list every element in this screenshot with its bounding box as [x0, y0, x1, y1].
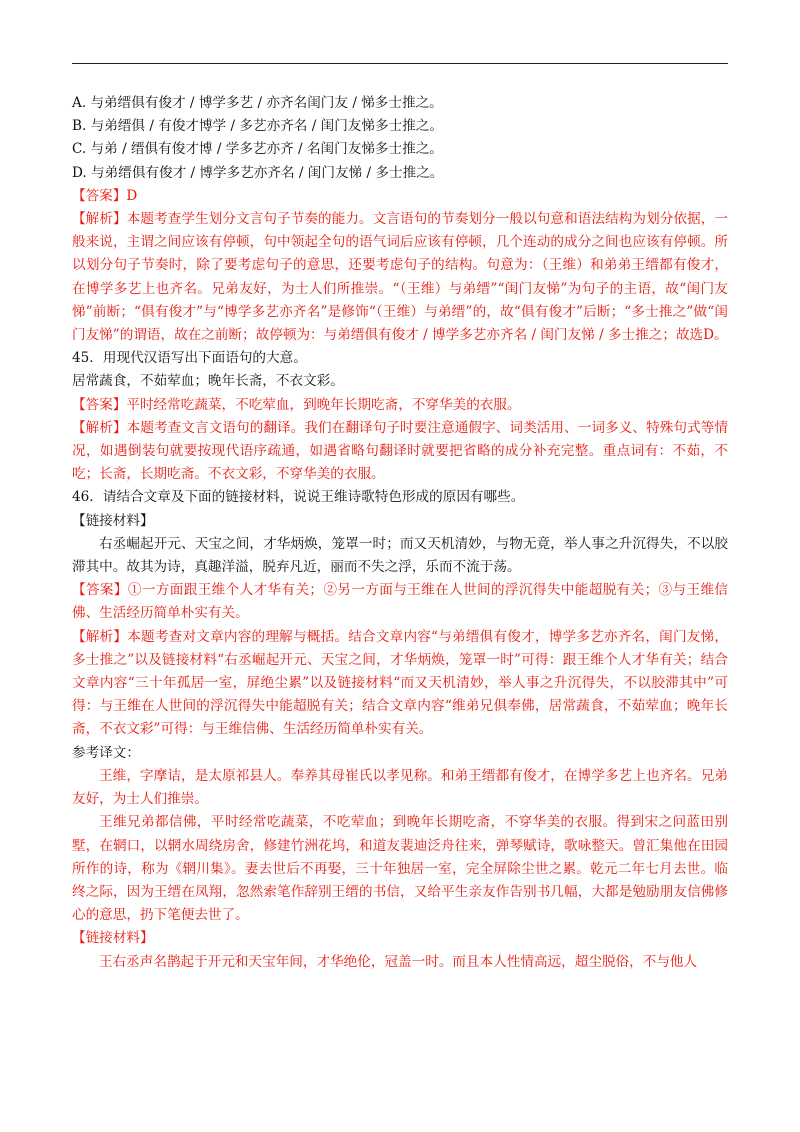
- analysis-tag: 【解析】: [72, 628, 128, 645]
- option-b: B. 与弟缙俱 / 有俊才博学 / 多艺亦齐名 / 闺门友悌多士推之。: [72, 118, 443, 135]
- option-d: D. 与弟缙俱有俊才 / 博学多艺亦齐名 / 闺门友悌 / 多士推之。: [72, 164, 444, 181]
- link-material-text: 王右丞声名鹊起于开元和天宝年间，才华绝伦，冠盖一时。而且本人性情高远，超尘脱俗，不与他人: [99, 953, 698, 970]
- answer-tag: 【答案】: [72, 582, 128, 599]
- analysis-text: 本题考查学生划分文言句子节奏的能力。文言语句的节奏划分一般以句意和语法结构为划分依据，一般来说，主谓之间应该有停顿，句中领起全句的语气词后应该有停顿，几个连动的成分之间也应该有停顿。所以划分句子节奏时，除了要考虑句子的意思，还要考虑句子的结构。句意为：（王维）和弟弟王缙都有俊才，在博学多艺上也齐名。兄弟友好，为士人们所推崇。“（王维）与弟缙”“闺门友悌”为句子的主语，故“闺门友悌”前断；“俱有俊才”与“博学多艺亦齐名”是修饰“（王维）与弟缙”的，故“俱有俊才”后断；“多士推之”做“闺门友悌”的谓语，故在之前断；故停顿为：与弟缙俱有俊才 / 博学多艺亦齐名 / 闺门友悌 / 多士推之；故选D。: [72, 211, 729, 344]
- q46-link-text: 右丞崛起开元、天宝之间，才华炳焕，笼罩一时；而又天机清妙，与物无竟，举人事之升沉得失，不以胶滞其中。故其为诗，真趣洋溢，脱弃凡近，丽而不失之浮，乐而不流于荡。: [72, 535, 728, 576]
- analysis-text: 本题考查文言文语句的翻译。我们在翻译句子时要注意通假字、词类活用、一词多义、特殊句式等情况，如遇倒装句就要按现代语序疏通，如遇省略句翻译时就要把省略的成分补充完整。重点词有：不茹，不吃；长斋，长期吃斋。不衣文彩，不穿华美的衣服。: [72, 419, 729, 483]
- answer-text: ①一方面跟王维个人才华有关；②另一方面与王维在人世间的浮沉得失中能超脱有关；③与王维信佛、生活经历简单朴实有关。: [72, 582, 729, 622]
- q44-analysis: [72, 208, 728, 347]
- q46-answer: [72, 579, 728, 625]
- option-a: A. 与弟缙俱有俊才 / 博学多艺 / 亦齐名闺门友 / 悌多士推之。: [72, 95, 443, 111]
- link-material-tag: 【链接材料】: [72, 930, 154, 947]
- analysis-tag: 【解析】: [72, 211, 127, 228]
- q45-answer: [72, 394, 728, 417]
- q45-question: 45．用现代汉语写出下面语句的大意。: [72, 350, 307, 367]
- q46-analysis: [72, 626, 728, 742]
- answer-tag: 【答案】: [72, 396, 127, 413]
- analysis-text: 本题考查对文章内容的理解与概括。结合文章内容“与弟缙俱有俊才，博学多艺亦齐名，闺门友悌，多士推之”以及链接材料“右丞崛起开元、天宝之间，才华炳焕，笼罩一时”可得：跟王维个人才华有关；结合文章内容“三十年孤居一室，屏绝尘累”以及链接材料“而又天机清妙，举人事之升沉得失，不以胶滞其中”可得：与王维在人世间的浮沉得失中能超脱有关；结合文章内容“维弟兄俱奉佛，居常蔬食，不茹荤血；晚年长斋，不衣文彩”可得：与王维信佛、生活经历简单朴实有关。: [72, 628, 729, 738]
- answer-text: 平时经常吃蔬菜，不吃荤血，到晚年长期吃斋，不穿华美的衣服。: [126, 396, 521, 413]
- q46-link-tag: 【链接材料】: [72, 512, 154, 529]
- translation-heading: 参考译文：: [72, 744, 140, 761]
- translation-para-2: 王维兄弟都信佛，平时经常吃蔬菜，不吃荤血；到晚年长期吃斋，不穿华美的衣服。得到宋之问蓝田别墅，在辋口，以辋水周绕房舍，修建竹洲花坞，和道友裴迪泛舟往来，弹琴赋诗，歌咏整天。曾汇集他在田园所作的诗，称为《辋川集》。妻去世后不再娶，三十年独居一室，完全屏除尘世之累。乾元二年七月去世。临终之际，因为王缙在凤翔，忽然索笔作辞别王缙的书信，又给平生亲友作告别书几幅，大都是勉励朋友信佛修心的意思，扔下笔便去世了。: [72, 814, 728, 924]
- document-body: [72, 92, 728, 974]
- answer-tag: 【答案】: [72, 187, 127, 204]
- header-rule: [72, 63, 728, 64]
- option-c: C. 与弟 / 缙俱有俊才博 / 学多艺亦齐 / 名闺门友悌多士推之。: [72, 141, 443, 158]
- translation-para-1: 王维，字摩诘，是太原祁县人。奉养其母崔氏以孝见称。和弟王缙都有俊才，在博学多艺上也齐名。兄弟友好，为士人们推崇。: [72, 767, 728, 808]
- q45-analysis: [72, 417, 728, 487]
- q45-sentence: 居常蔬食，不茹荤血；晚年长斋，不衣文彩。: [72, 373, 344, 390]
- analysis-tag: 【解析】: [72, 419, 127, 436]
- answer-text: D: [126, 187, 138, 204]
- q44-answer: [72, 185, 728, 208]
- q46-question: 46．请结合文章及下面的链接材料，说说王维诗歌特色形成的原因有哪些。: [72, 489, 525, 506]
